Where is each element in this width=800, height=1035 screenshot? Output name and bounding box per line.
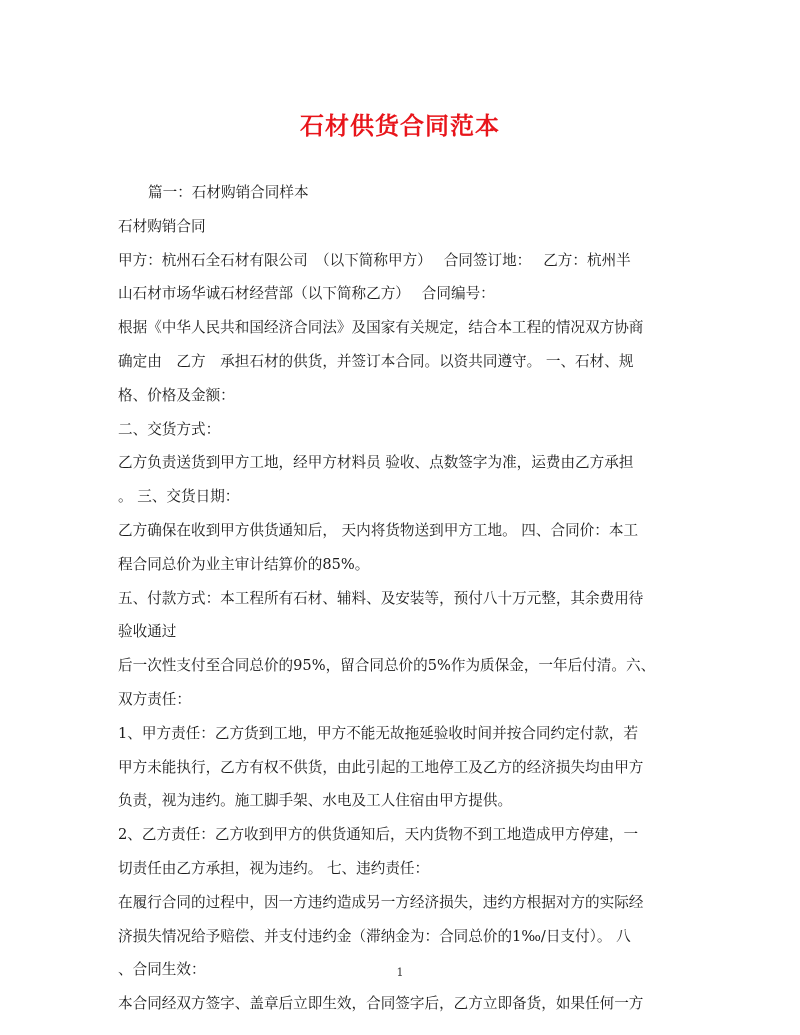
- body-line: 验收通过: [118, 623, 177, 641]
- body-line: 石材购销合同: [118, 217, 206, 235]
- body-line: 甲方：杭州石全石材有限公司 （以下简称甲方） 合同签订地： 乙方：杭州半: [118, 251, 631, 269]
- body-line: 本合同经双方签字、盖章后立即生效，合同签字后，乙方立即备货，如果任何一方: [118, 995, 644, 1013]
- document-title: 石材供货合同范本: [300, 111, 500, 140]
- body-line: 1、甲方责任：乙方货到工地，甲方不能无故拖延验收时间并按合同约定付款，若: [118, 724, 639, 742]
- body-line: 济损失情况给予赔偿、并支付违约金（滞纳金为：合同总价的1‰/日支付）。 八: [118, 927, 631, 945]
- document-body: [118, 176, 688, 1021]
- body-line: 二、交货方式：: [118, 420, 221, 438]
- body-line: 根据《中华人民共和国经济合同法》及国家有关规定，结合本工程的情况双方协商: [118, 319, 644, 337]
- body-line: 乙方负责送货到甲方工地，经甲方材料员 验收、点数签字为准，运费由乙方承担: [118, 454, 634, 472]
- body-line: 乙方确保在收到甲方供货通知后， 天内将货物送到甲方工地。 四、合同价：本工: [118, 521, 639, 539]
- page-number: 1: [396, 966, 404, 979]
- body-line: 格、价格及金额：: [118, 386, 235, 404]
- body-line: 负责，视为违约。施工脚手架、水电及工人住宿由甲方提供。: [118, 792, 513, 810]
- body-line: 切责任由乙方承担，视为违约。 七、违约责任：: [118, 859, 430, 877]
- body-line: 。 三、交货日期：: [118, 488, 240, 506]
- body-line: 篇一：石材购销合同样本: [148, 184, 309, 201]
- body-line: 双方责任：: [118, 690, 191, 708]
- body-line: 确定由 乙方 承担石材的供货，并签订本合同。以资共同遵守。 一、石材、规: [118, 352, 634, 370]
- body-line: 程合同总价为业主审计结算价的85%。: [118, 555, 370, 573]
- body-line: 五、付款方式：本工程所有石材、辅料、及安装等，预付八十万元整，其余费用待: [118, 589, 644, 607]
- body-line: 山石材市场华诚石材经营部（以下简称乙方） 合同编号：: [118, 285, 495, 303]
- body-line: 后一次性支付至合同总价的95%，留合同总价的5%作为质保金，一年后付清。六、: [118, 657, 656, 675]
- body-line: 、合同生效：: [118, 961, 206, 979]
- body-line: 2、乙方责任：乙方收到甲方的供货通知后，天内货物不到工地造成甲方停建，一: [118, 826, 639, 844]
- body-line: 甲方未能执行，乙方有权不供货，由此引起的工地停工及乙方的经济损失均由甲方: [118, 758, 644, 776]
- body-line: 在履行合同的过程中，因一方违约造成另一方经济损失，违约方根据对方的实际经: [118, 893, 644, 911]
